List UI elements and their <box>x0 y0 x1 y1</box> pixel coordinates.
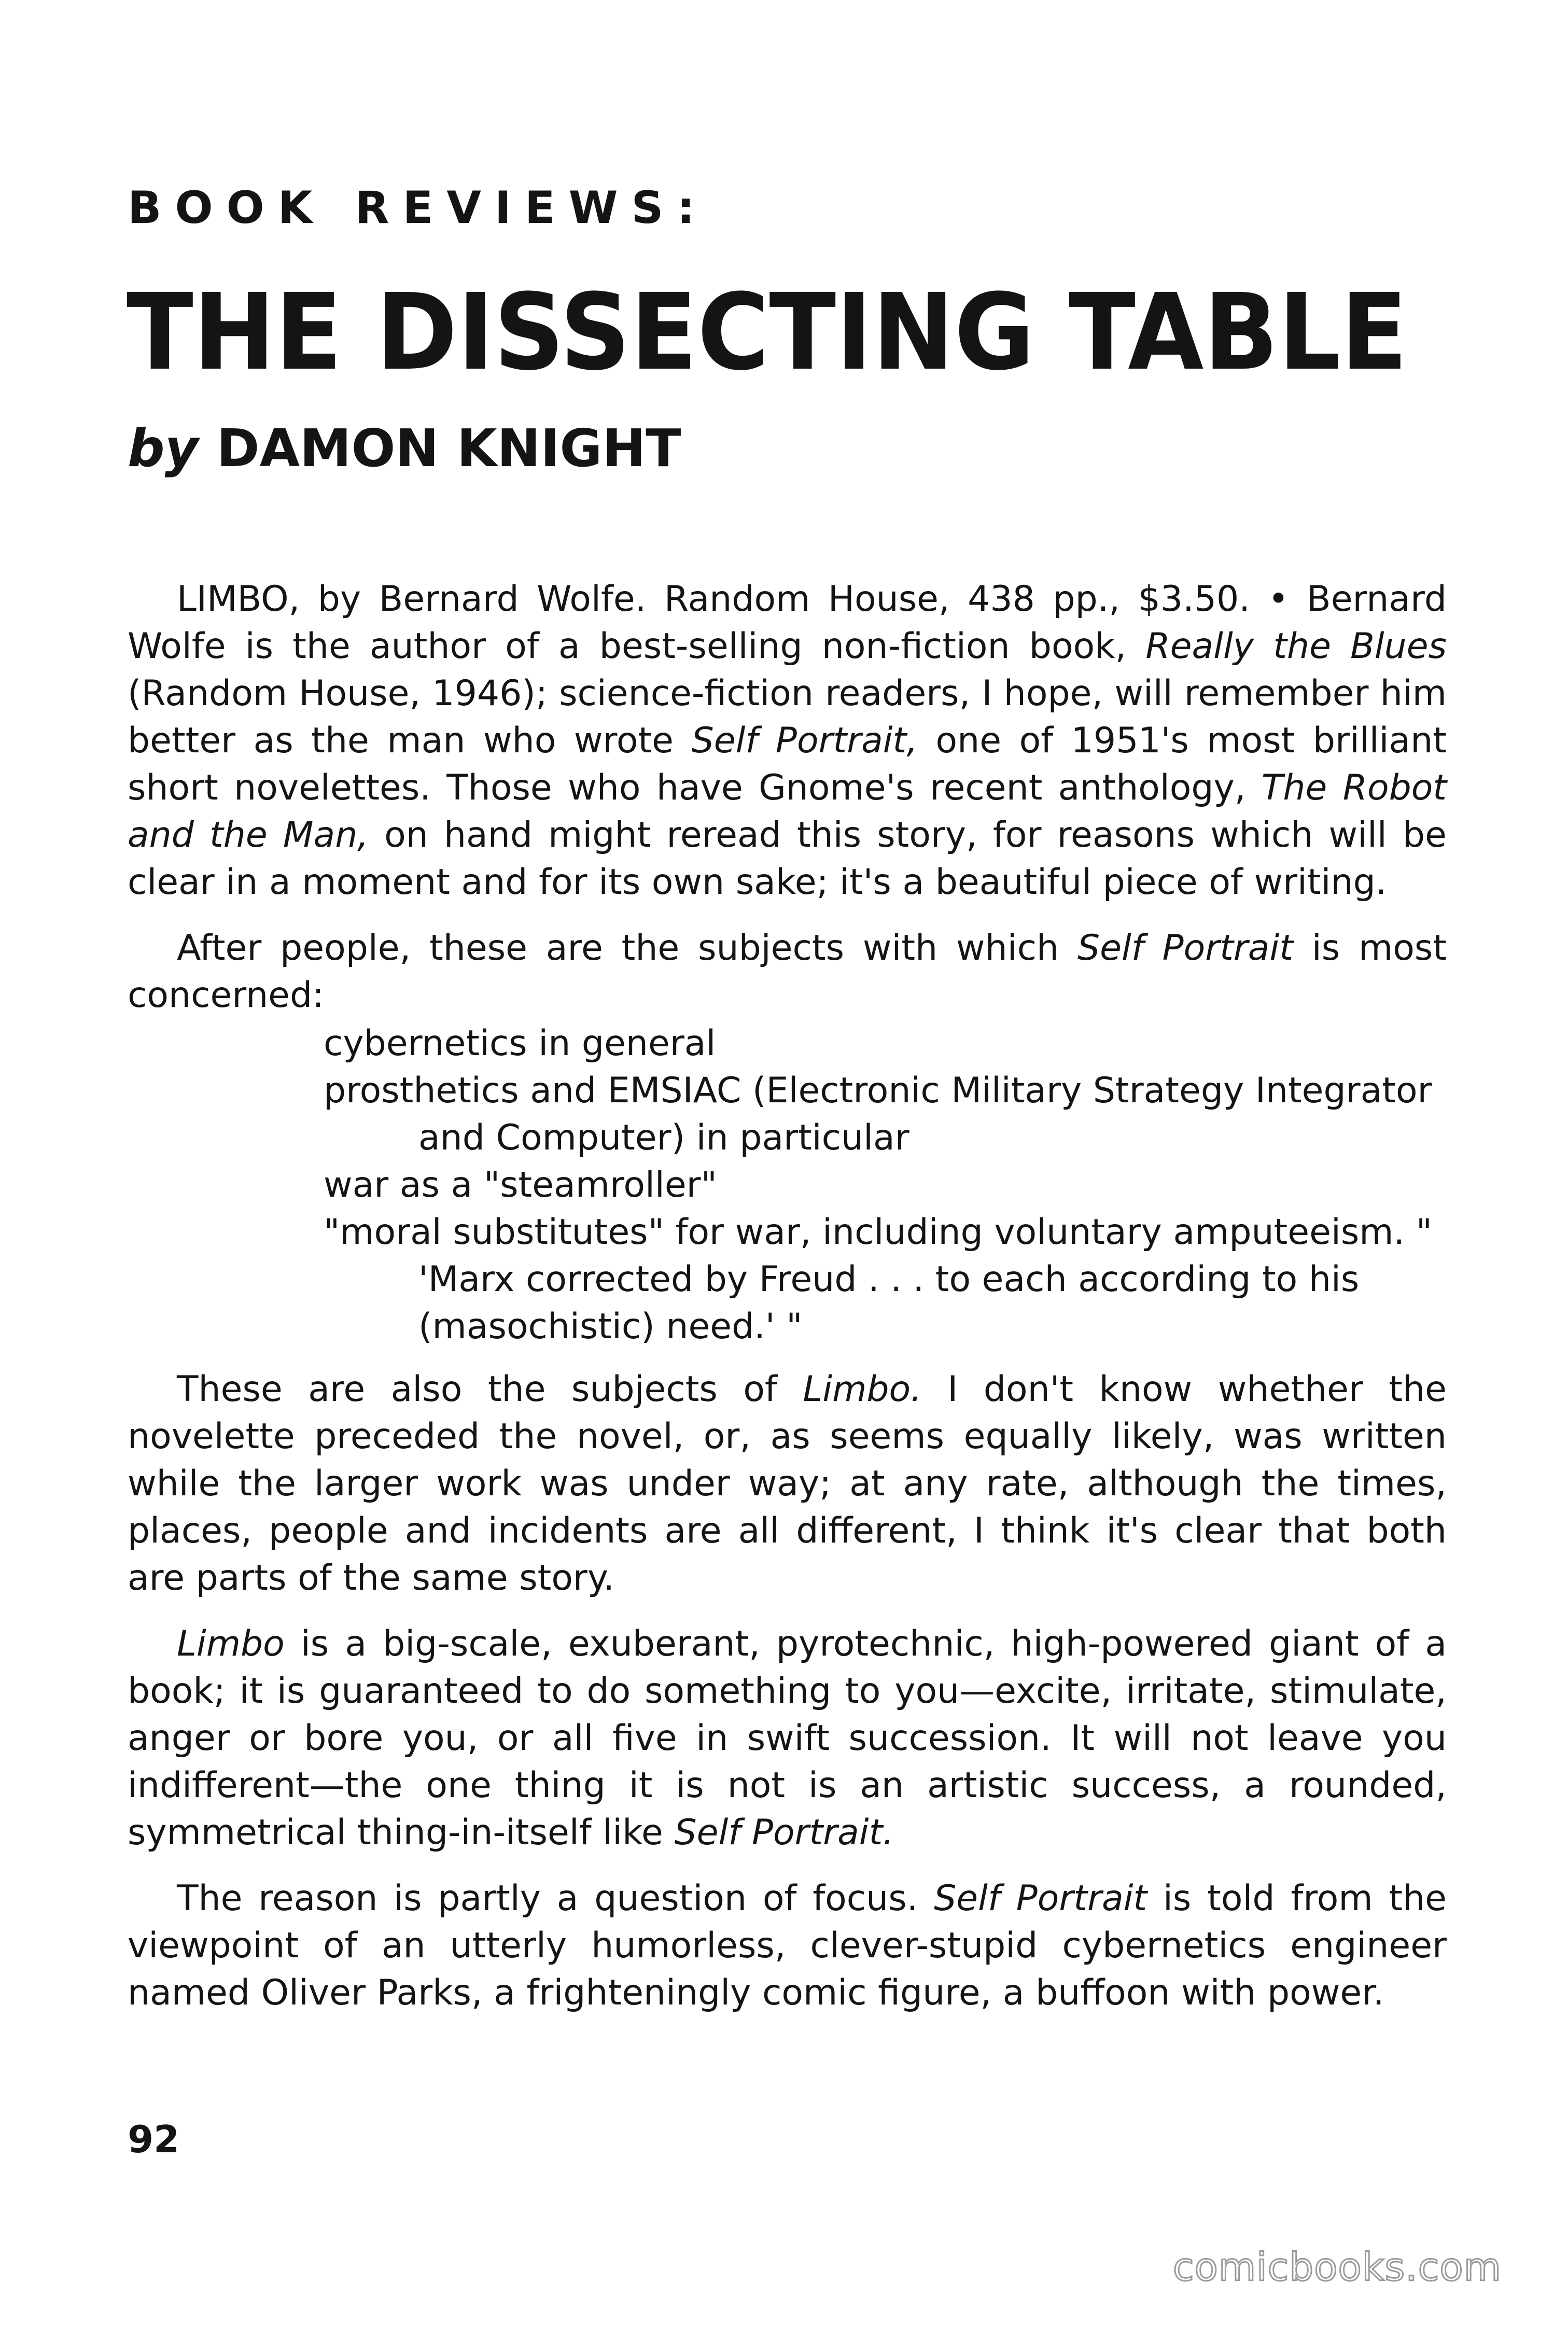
byline-author: DAMON KNIGHT <box>216 418 681 479</box>
book-title: Self Portrait <box>1077 928 1294 969</box>
text-run: The reason is partly a question of focus. <box>177 1878 934 1919</box>
paragraph-5 <box>128 1875 1447 2016</box>
paragraph-2 <box>128 924 1447 1019</box>
page-number: 92 <box>128 2118 180 2161</box>
section-label: BOOK REVIEWS: <box>128 182 708 234</box>
text-run: I don't know whether the novelette preceded the novel, or, as seems equally likely, was written while the larger work was under way; at any rate, although the times, places, people and incidents are all different, I think it's clear that both are parts of the same story. <box>128 1369 1447 1599</box>
book-title: Limbo <box>177 1623 285 1664</box>
subject-list <box>128 1020 1447 1350</box>
article-title: THE DISSECTING TABLE <box>127 271 1408 394</box>
paragraph-4 <box>128 1620 1447 1856</box>
text-run: one of 1951's most brilliant short novelettes. Those who have Gnome's recent anthology, <box>128 720 1447 808</box>
text-run: on hand might reread this story, for reasons which will be clear in a moment and for its own sake; it's a beautiful piece of writing. <box>128 815 1447 903</box>
byline-prefix: by <box>128 418 199 479</box>
text-run: LIMBO, by Bernard Wolfe. Random House, 438 pp., $3.50. • Bernard Wolfe is the author of a best-selling non-fiction book, <box>128 579 1447 667</box>
text-run: After people, these are the subjects with which <box>177 928 1077 969</box>
list-item: cybernetics in general <box>324 1023 716 1064</box>
book-title: Self Portrait, <box>691 720 918 761</box>
paragraph-1 <box>128 576 1447 906</box>
text-run: These are also the subjects of <box>177 1369 803 1410</box>
text-run: is a big-scale, exuberant, pyrotechnic, high-powered giant of a book; it is guaranteed to do something to you—excite, irritate, stimulate, anger or bore you, or all five in swift succession. It will not leave you indifferent—the one thing it is not is an artistic success, a rounded, symmetrical thing-in-itself like <box>128 1623 1447 1853</box>
paragraph-3 <box>128 1366 1447 1602</box>
text-run: is most concerned: <box>128 928 1447 1016</box>
list-item: prosthetics and EMSIAC (Electronic Military Strategy Integrator and Computer) in particular <box>324 1070 1432 1158</box>
text-run: (Random House, 1946); science-fiction readers, I hope, will remember him better as the man who wrote <box>128 673 1447 761</box>
watermark-logo: comicbooks.com <box>1173 2245 1502 2290</box>
book-title: Really the Blues <box>1145 626 1447 667</box>
book-title: Self Portrait. <box>674 1812 894 1853</box>
byline <box>128 418 681 479</box>
list-item: war as a "steamroller" <box>324 1165 717 1205</box>
review-body <box>128 576 1447 2035</box>
text-run: is told from the viewpoint of an utterly humorless, clever-stupid cybernetics engineer named Oliver Parks, a frighteningly comic figure, a buffoon with power. <box>128 1878 1447 2013</box>
list-item: "moral substitutes" for war, including voluntary amputeeism. " 'Marx corrected by Freud . . . to each according to his (masochistic) need.' " <box>324 1212 1433 1347</box>
book-title: The Robot and the Man, <box>128 767 1447 856</box>
book-title: Limbo. <box>803 1369 922 1410</box>
book-title: Self Portrait <box>934 1878 1147 1919</box>
